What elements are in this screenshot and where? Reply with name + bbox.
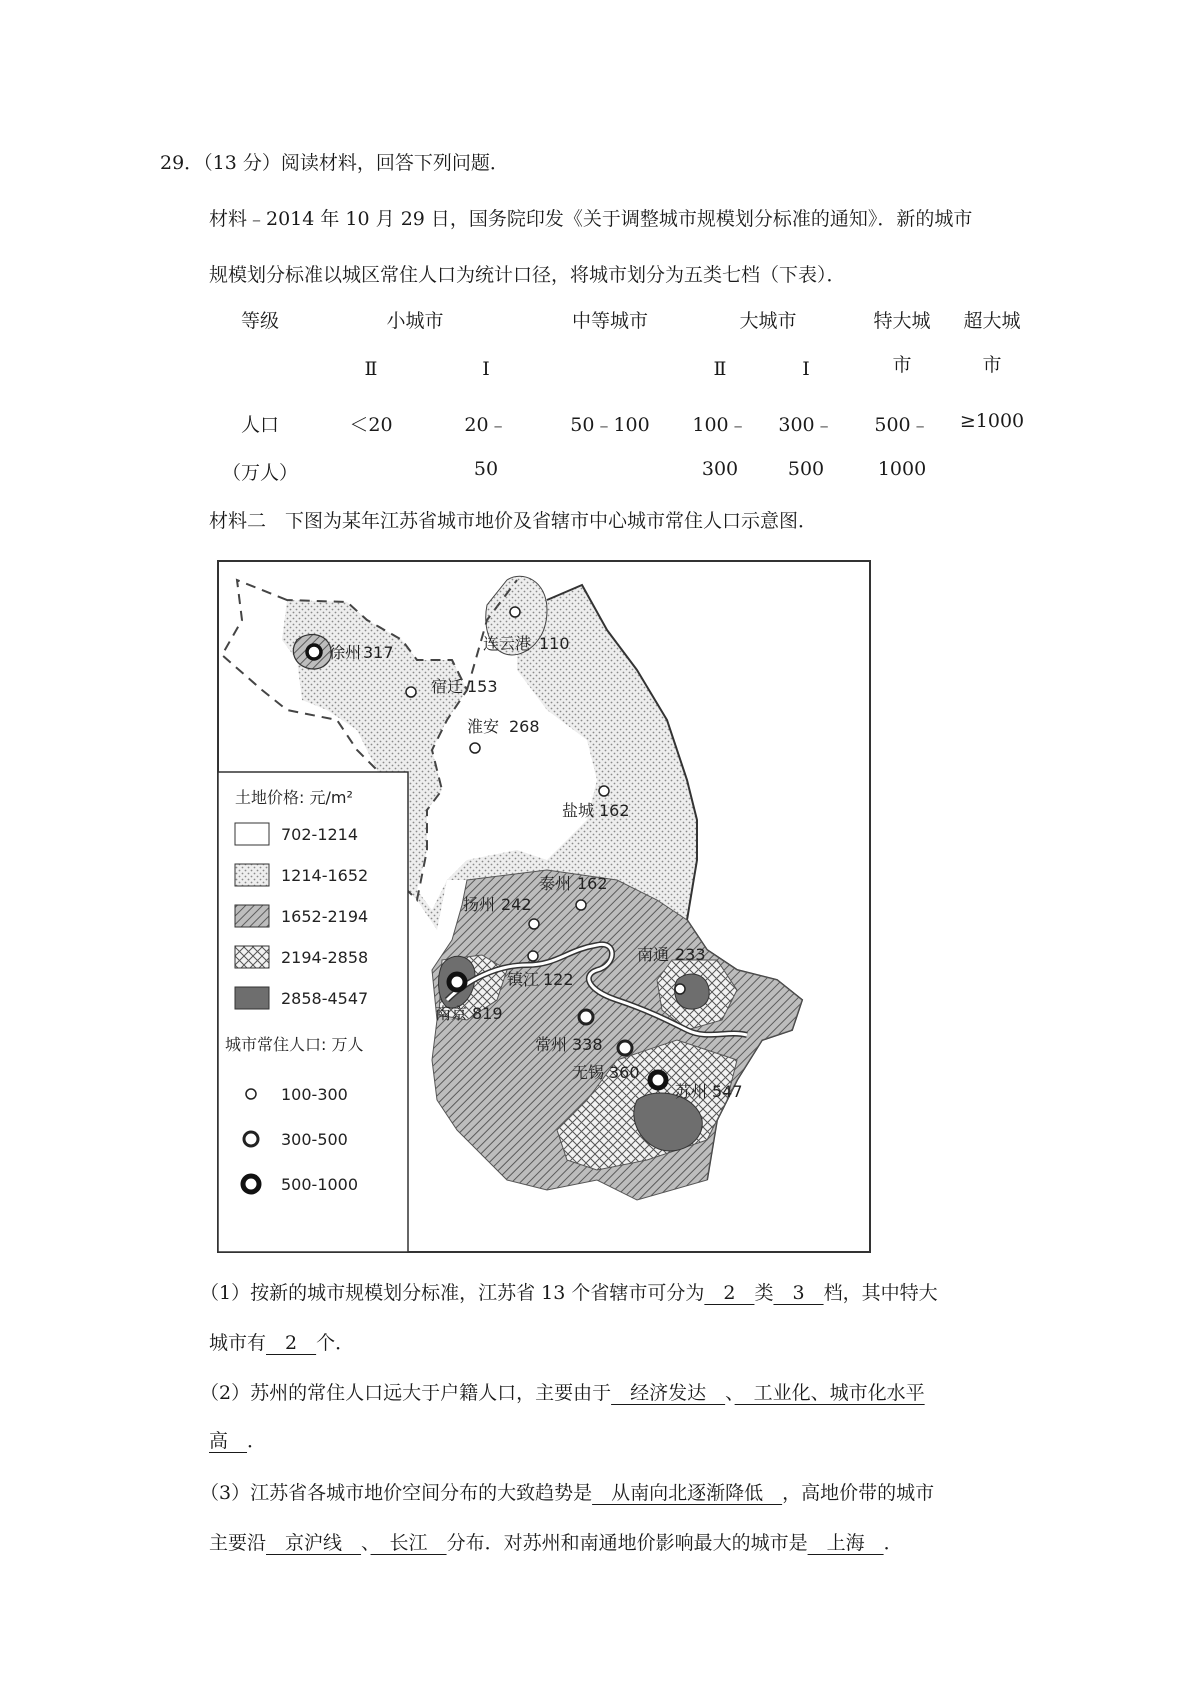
table-tier-large-2: Ⅱ: [713, 358, 727, 380]
city-pop: 110: [539, 634, 570, 653]
city-pop: 819: [472, 1004, 503, 1023]
legend-price-class-2: 1214-1652: [281, 866, 369, 885]
city-pop: 162: [599, 801, 630, 820]
legend-swatch-5: [235, 987, 269, 1009]
answer-2-blank-2-cont: 高: [209, 1430, 248, 1452]
legend-pop-class-1: 100-300: [281, 1085, 348, 1104]
city-label: 无锡: [572, 1063, 605, 1082]
city-label: 连云港: [483, 634, 532, 653]
material1-line2: 规模划分标准以城区常住人口为统计口径，将城市划分为五类七档（下表）．: [209, 264, 846, 286]
table-label-pop: 人口: [240, 414, 279, 436]
legend-pop-marker-2: [244, 1132, 258, 1146]
answer-2-text-c: ．: [247, 1430, 267, 1452]
table-pop-super-large: ≥1000: [959, 410, 1025, 432]
table-pop-small-1-upper: 50: [473, 458, 499, 480]
city-pop: 338: [572, 1035, 603, 1054]
city-label: 南京: [435, 1004, 468, 1023]
legend-swatch-1: [235, 823, 269, 845]
table-pop-large-1-upper: 500: [787, 458, 825, 480]
city-label: 徐州: [329, 643, 362, 662]
material1-line1: 材料﹣2014 年 10 月 29 日，国务院印发《关于调整城市规模划分标准的通知》．新的城市: [209, 208, 973, 230]
legend-swatch-2: [235, 864, 269, 886]
answer-3-text-c: 主要沿: [209, 1532, 267, 1554]
legend-price-class-3: 1652-2194: [281, 907, 369, 926]
answer-1-text-b: 类: [754, 1282, 774, 1304]
answer-2-line1: [200, 1380, 925, 1406]
table-pop-large-2-upper: 300: [701, 458, 739, 480]
table-tier-large-1: Ⅰ: [802, 358, 810, 380]
table-pop-small-2: ＜20: [349, 414, 393, 436]
legend-price-title: 土地价格: 元/m²: [235, 788, 353, 807]
answer-3-blank-trend: 从南向北逐渐降低: [592, 1482, 783, 1504]
answer-1-line2: [209, 1330, 354, 1356]
city-pop: 122: [543, 970, 574, 989]
city-pop: 153: [467, 677, 498, 696]
answer-3-blank-river: 长江: [370, 1532, 447, 1554]
material2-caption: 材料二 下图为某年江苏省城市地价及省辖市中心城市常住人口示意图．: [209, 510, 818, 532]
table-group-medium: 中等城市: [571, 310, 648, 332]
answer-2-blank-1: 经济发达: [611, 1382, 726, 1404]
city-pop: 547: [712, 1082, 743, 1101]
city-label: 苏州: [675, 1082, 708, 1101]
answer-3-blank-railway: 京沪线: [266, 1532, 362, 1554]
table-group-extra-large: 特大城: [873, 310, 931, 332]
table-tier-small-1: Ⅰ: [482, 358, 490, 380]
answer-1-blank-tiers: 3: [773, 1282, 824, 1304]
legend-pop-class-2: 300-500: [281, 1130, 348, 1149]
city-label: 镇江: [507, 970, 540, 989]
city-label: 泰州: [539, 874, 572, 893]
legend-pop-class-3: 500-1000: [281, 1175, 359, 1194]
answer-1-blank-types: 2: [704, 1282, 755, 1304]
table-pop-medium: 50﹣100: [570, 414, 650, 436]
city-label: 宿迁: [431, 677, 464, 696]
answer-1-text-d: 城市有: [209, 1332, 267, 1354]
answer-1-text-a: （1）按新的城市规模划分标准，江苏省 13 个省辖市可分为: [200, 1282, 705, 1304]
city-label: 盐城: [562, 801, 595, 820]
city-pop: 233: [675, 945, 706, 964]
answer-1-text-e: 个．: [316, 1332, 355, 1354]
answer-3-text-d: 、: [361, 1532, 371, 1554]
table-group-extra-large-suffix: 市: [892, 354, 912, 376]
table-group-super-large-suffix: 市: [982, 354, 1002, 376]
answer-3-line1: [200, 1480, 934, 1506]
legend-swatch-4: [235, 946, 269, 968]
city-label: 常州: [535, 1035, 568, 1054]
answer-3-text-a: （3）江苏省各城市地价空间分布的大致趋势是: [200, 1482, 593, 1504]
answer-3-text-e: 分布．对苏州和南通地价影响最大的城市是: [446, 1532, 808, 1554]
answer-1-blank-count: 2: [266, 1332, 317, 1354]
jiangsu-land-price-map: [217, 560, 871, 1253]
table-pop-extra-large-upper: 1000: [877, 458, 927, 480]
legend-pop-title: 城市常住人口: 万人: [225, 1035, 364, 1054]
answer-2-blank-2: 工业化、城市化水平: [734, 1382, 925, 1404]
question-title: 29．（13 分）阅读材料，回答下列问题．: [160, 152, 509, 174]
answer-1-line1: [200, 1280, 938, 1306]
answer-1-text-c: 档，其中特大: [823, 1282, 938, 1304]
answer-3-text-f: ．: [883, 1532, 903, 1554]
table-label-pop-unit: （万人）: [221, 462, 298, 484]
city-label: 扬州: [463, 895, 496, 914]
table-group-small: 小城市: [386, 310, 444, 332]
city-pop: 360: [609, 1063, 640, 1082]
table-pop-extra-large: 500﹣: [874, 414, 930, 436]
answer-2-text-b: 、: [725, 1382, 735, 1404]
city-pop: 242: [501, 895, 532, 914]
table-pop-large-2: 100﹣: [692, 414, 748, 436]
table-group-super-large: 超大城: [963, 310, 1021, 332]
legend-pop-marker-1: [246, 1089, 256, 1099]
legend-price-class-1: 702-1214: [281, 825, 359, 844]
map-legend: [218, 772, 408, 1252]
answer-2-text-a: （2）苏州的常住人口远大于户籍人口，主要由于: [200, 1382, 612, 1404]
city-pop: 317: [363, 643, 394, 662]
city-label: 淮安: [467, 717, 500, 736]
legend-pop-marker-3: [243, 1176, 259, 1192]
city-label: 南通: [637, 945, 670, 964]
city-pop: 268: [509, 717, 540, 736]
table-pop-small-1: 20﹣: [464, 414, 508, 436]
legend-price-class-5: 2858-4547: [281, 989, 369, 1008]
legend-swatch-3: [235, 905, 269, 927]
table-pop-large-1: 300﹣: [778, 414, 834, 436]
table-label-level: 等级: [240, 310, 279, 332]
answer-3-line2: [209, 1530, 903, 1556]
answer-3-text-b: ，高地价带的城市: [782, 1482, 935, 1504]
legend-price-class-4: 2194-2858: [281, 948, 369, 967]
answer-2-line2: [209, 1428, 266, 1454]
table-group-large: 大城市: [739, 310, 797, 332]
city-pop: 162: [577, 874, 608, 893]
answer-3-blank-city: 上海: [807, 1532, 884, 1554]
table-tier-small-2: Ⅱ: [364, 358, 378, 380]
